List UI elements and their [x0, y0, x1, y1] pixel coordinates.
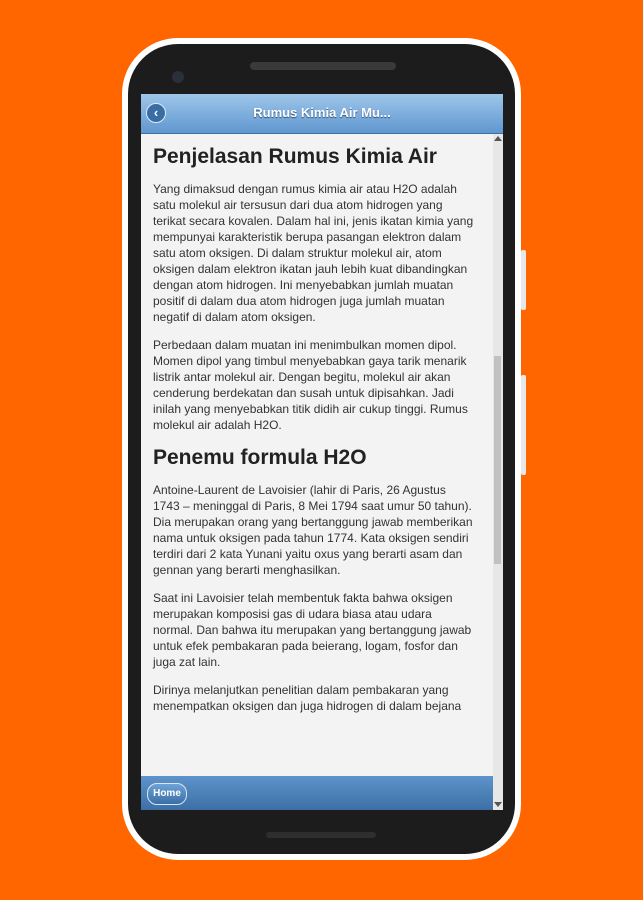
home-button[interactable]: Home: [147, 783, 187, 805]
speaker-grille: [250, 62, 396, 70]
header-bar: [141, 94, 503, 134]
scroll-thumb[interactable]: [494, 356, 501, 564]
paragraph: Dirinya melanjutkan penelitian dalam pembakaran yang menempatkan oksigen dan juga hidrogen di dalam bejana: [153, 683, 462, 713]
paragraph: Antoine-Laurent de Lavoisier (lahir di Paris, 26 Agustus 1743 – meninggal di Paris, 8 Mei 1794 saat umur 50 tahun). Dia merupakan orang yang bertanggung jawab memberikan nama untuk oksigen pada tahun 1774. Kata oksigen sendiri terdiri dari 2 kata Yunani yaitu oxus yang berarti asam dan gennan yang berarti menghasilkan.: [153, 483, 473, 577]
section-heading: Penjelasan Rumus Kimia Air: [153, 145, 437, 168]
power-button: [521, 375, 526, 475]
front-camera: [172, 71, 184, 83]
page-title: Rumus Kimia Air Mu...: [253, 105, 391, 120]
back-button[interactable]: [146, 103, 166, 123]
app-screen: [141, 94, 503, 810]
section-heading: Penemu formula H2O: [153, 446, 367, 469]
chevron-left-icon: ‹: [153, 105, 159, 120]
article-content: [153, 144, 475, 726]
bottom-bar: [266, 832, 376, 838]
footer-bar: [141, 776, 493, 810]
paragraph: Yang dimaksud dengan rumus kimia air atau H2O adalah satu molekul air tersusun dari dua atom hidrogen yang terikat secara kovalen. Dalam hal ini, jenis ikatan kimia yang mempunyai karakteristik berupa pasangan elektron dalam satu atom oksigen. Di dalam struktur molekul air, atom oksigen dalam elektron ikatan jauh lebih kuat dibandingkan dengan atom hidrogen. Ini menyebabkan jumlah muatan positif di dalam dua atom hidrogen juga jumlah muatan negatif di dalam atom oksigen.: [153, 182, 474, 324]
vertical-scrollbar[interactable]: [493, 134, 503, 810]
paragraph: Saat ini Lavoisier telah membentuk fakta bahwa oksigen merupakan komposisi gas di udara biasa atau udara normal. Dan bahwa itu merupakan yang bertanggung jawab untuk efek pembakaran pada beierang, logam, fosfor dan juga zat lain.: [153, 591, 472, 669]
volume-button: [521, 250, 526, 310]
paragraph: Perbedaan dalam muatan ini menimbulkan momen dipol. Momen dipol yang timbul menyebabkan gaya tarik menarik listrik antar molekul air. Dengan begitu, molekul air akan cenderung berdekatan dan susah untuk dipisahkan. Jadi inilah yang menyebabkan titik didih air cukup tinggi. Rumus molekul air adalah H2O.: [153, 338, 468, 432]
scroll-down-icon[interactable]: [494, 802, 502, 807]
scroll-up-icon[interactable]: [494, 136, 502, 141]
